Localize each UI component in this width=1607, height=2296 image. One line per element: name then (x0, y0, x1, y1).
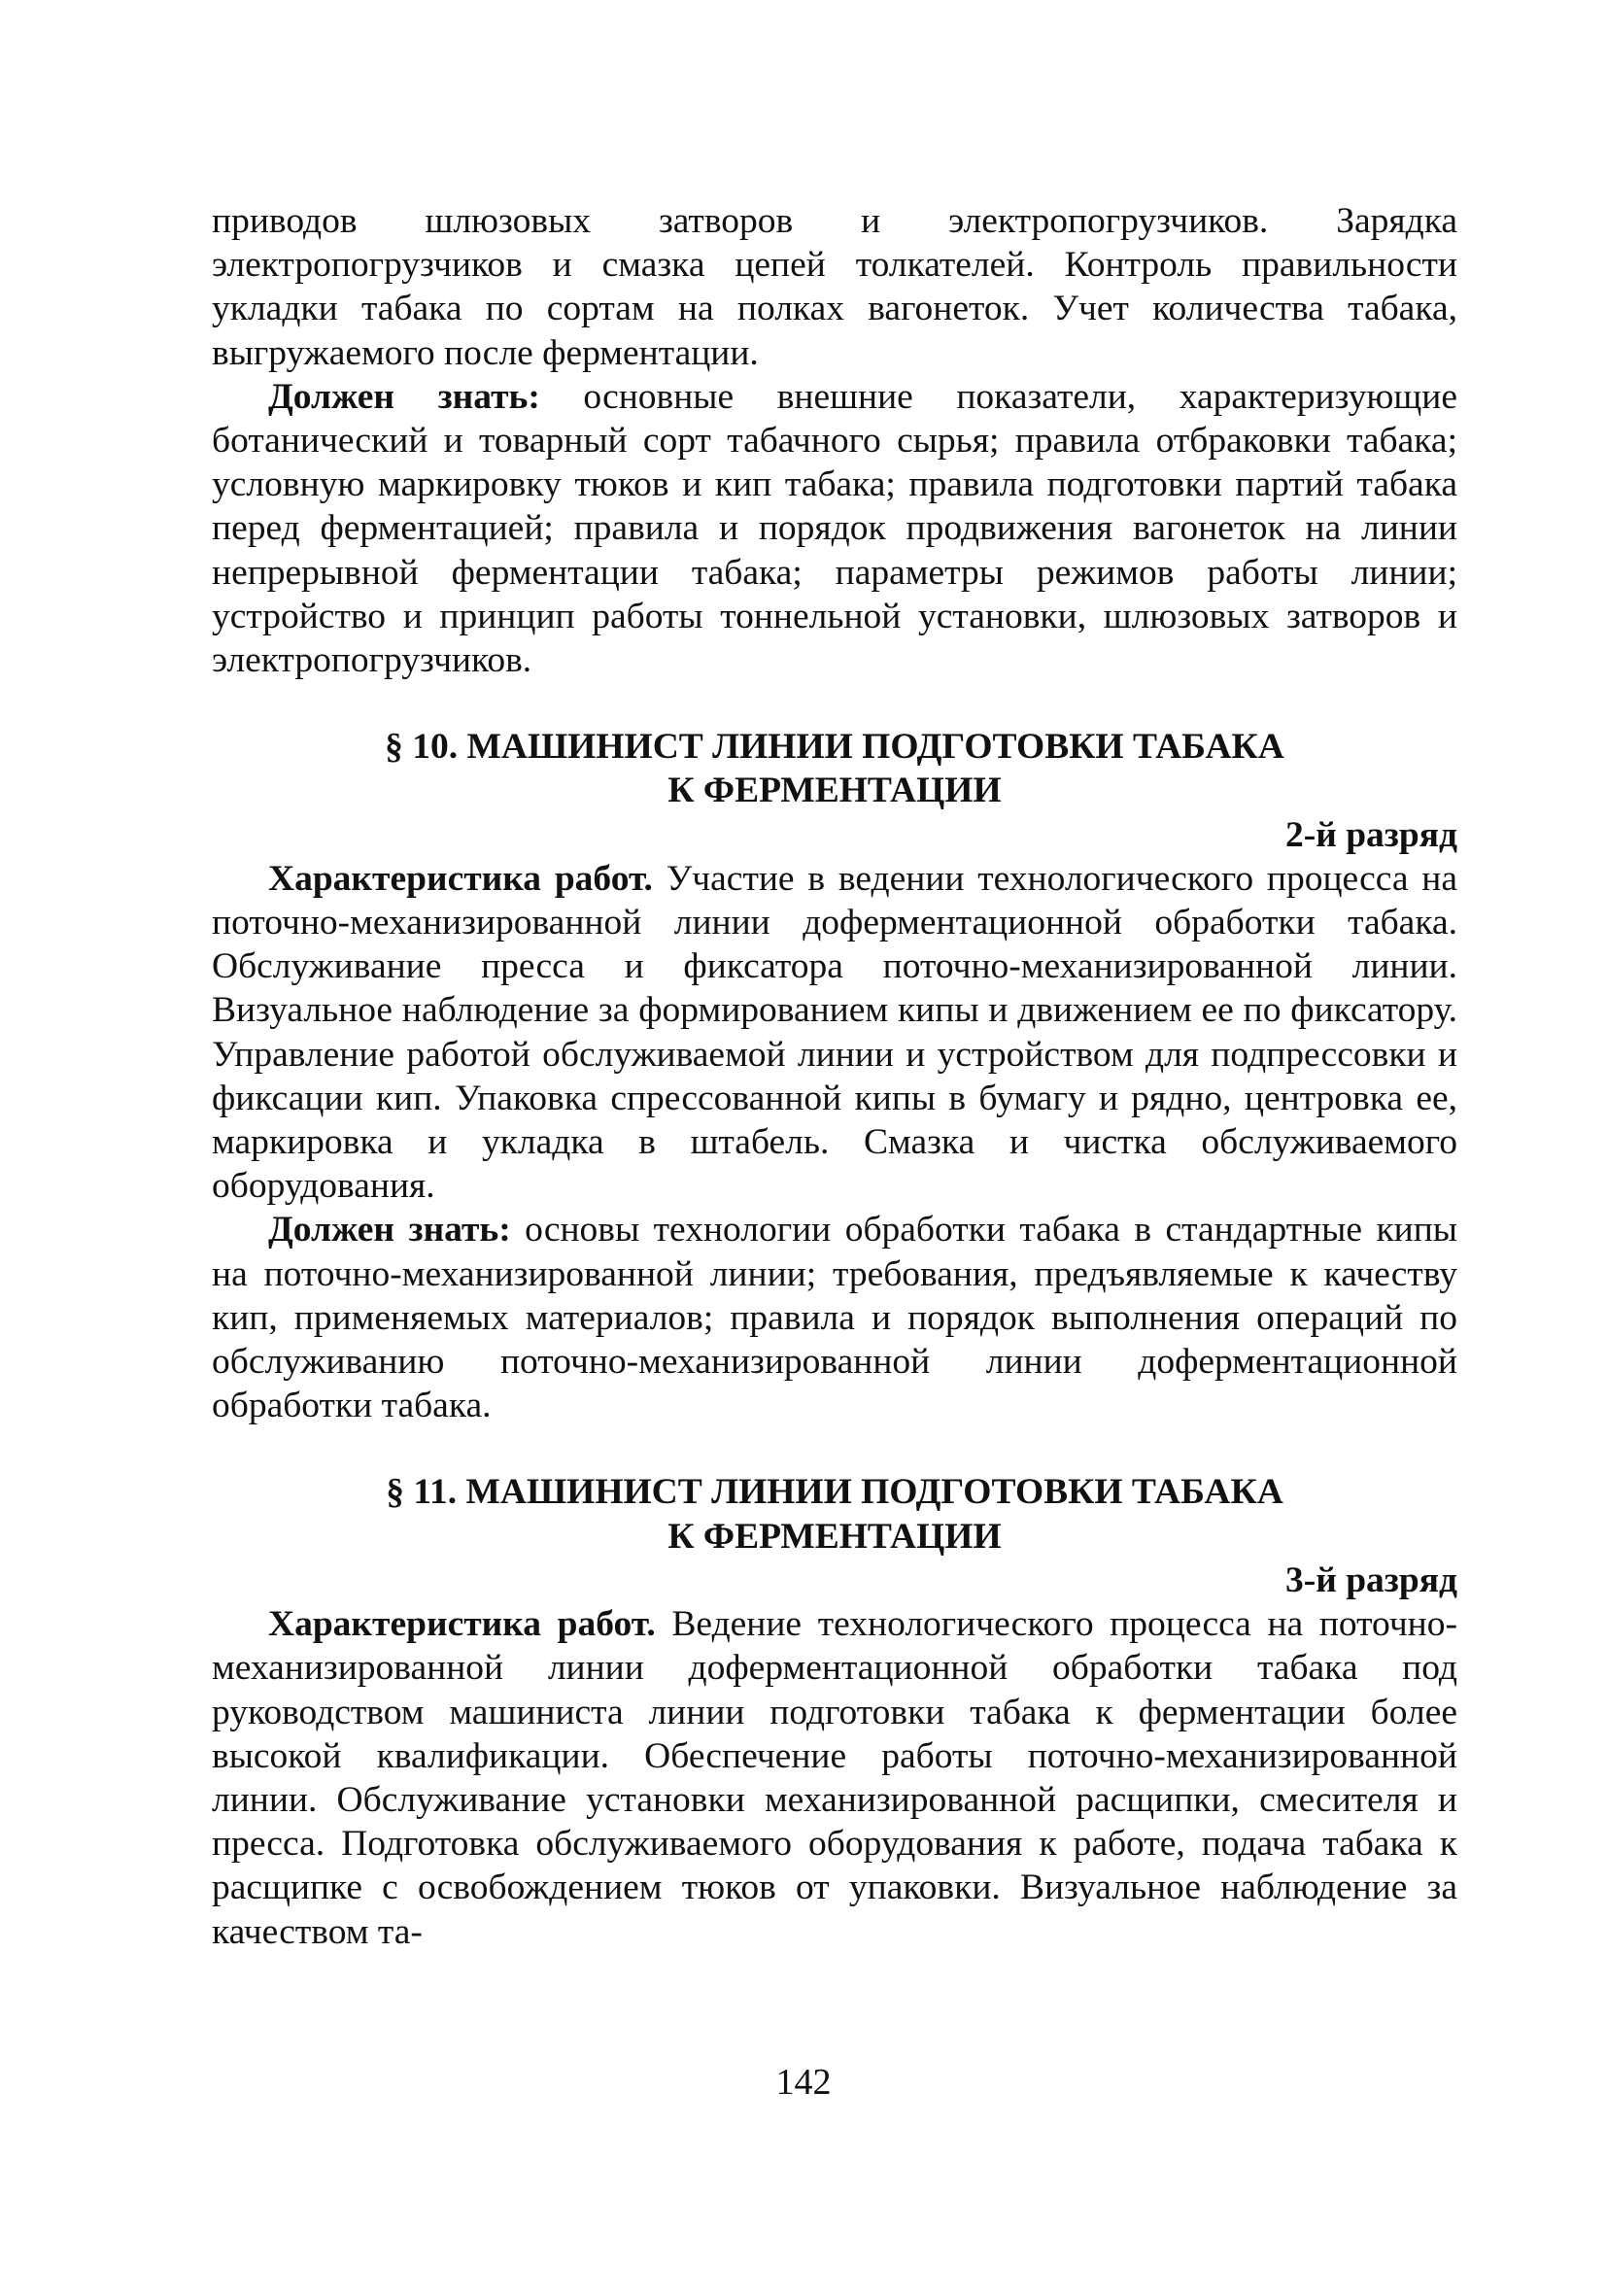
intro-paragraph (212, 199, 1457, 375)
section-10-heading-line1: § 10. МАШИНИСТ ЛИНИИ ПОДГОТОВКИ ТАБАКА (385, 727, 1284, 768)
work-characteristics-label: Характеристика работ. (268, 1604, 656, 1645)
page-number: 142 (775, 2062, 832, 2103)
work-characteristics-text: Ведение технологического процесса на поточно-механизированной линии доферментационной обработки табака под руководством машиниста линии подготовки табака к ферментации более высокой квалификации. Обеспечение работы поточно-механизированной линии. Обслуживание установки механизированной расщипки, смесителя и пресса. Подготовка обслуживаемого оборудования к работе, подача табака к расщипке с освобождением тюков от упаковки. Визуальное наблюдение за качеством та- (212, 1604, 1457, 1952)
work-characteristics-text: Участие в ведении технологического процесса на поточно-механизированной линии доферментационной обработки табака. Обслуживание пресса и фиксатора поточно-механизированной линии. Визуальное наблюдение за формированием кипы и движением ее по фиксатору. Управление работой обслуживаемой линии и устройством для подпрессовки и фиксации кип. Упаковка спрессованной кипы в бумагу и рядно, центровка ее, маркировка и укладка в штабель. Смазка и чистка обслуживаемого оборудования. (212, 858, 1458, 1207)
section-10-work-paragraph (212, 857, 1457, 1209)
must-know-text: основы технологии обработки табака в стандартные кипы на поточно-механизированной линии; требования, предъявляемые к качеству кип, применяемых материалов; правила и порядок выполнения операций по обслуживанию поточно-механизированной линии доферментационной обработки табака. (212, 1210, 1457, 1426)
section-10-heading (212, 725, 1457, 812)
must-know-label: Должен знать: (268, 376, 540, 417)
section-11-work-paragraph (212, 1602, 1457, 1954)
intro-must-know-paragraph (212, 375, 1457, 682)
section-11-heading-line1: § 11. МАШИНИСТ ЛИНИИ ПОДГОТОВКИ ТАБАКА (386, 1472, 1283, 1513)
section-11-heading (212, 1470, 1457, 1558)
section-11-rank: 3-й разряд (1284, 1559, 1457, 1600)
section-10-must-know-paragraph (212, 1208, 1457, 1427)
must-know-label: Должен знать: (268, 1210, 511, 1251)
intro-text: приводов шлюзовых затворов и электропогрузчиков. Зарядка электропогрузчиков и смазка цепей толкателей. Контроль правильности укладки табака по сортам на полках вагонеток. Учет количества табака, выгружаемого после ферментации. (212, 201, 1457, 373)
work-characteristics-label: Характеристика работ. (268, 858, 653, 899)
section-10-rank: 2-й разряд (1284, 814, 1457, 855)
must-know-text: основные внешние показатели, характеризующие ботанический и товарный сорт табачного сырья; правила отбраковки табака; условную маркировку тюков и кип табака; правила подготовки партий табака перед ферментацией; правила и порядок продвижения вагонеток на линии непрерывной ферментации табака; параметры режимов работы линии; устройство и принцип работы тоннельной установки, шлюзовых затворов и электропогрузчиков. (212, 376, 1457, 681)
page-content (212, 199, 1457, 1954)
section-10-heading-line2: К ФЕРМЕНТАЦИИ (667, 771, 1002, 811)
section-11-heading-line2: К ФЕРМЕНТАЦИИ (667, 1516, 1002, 1557)
